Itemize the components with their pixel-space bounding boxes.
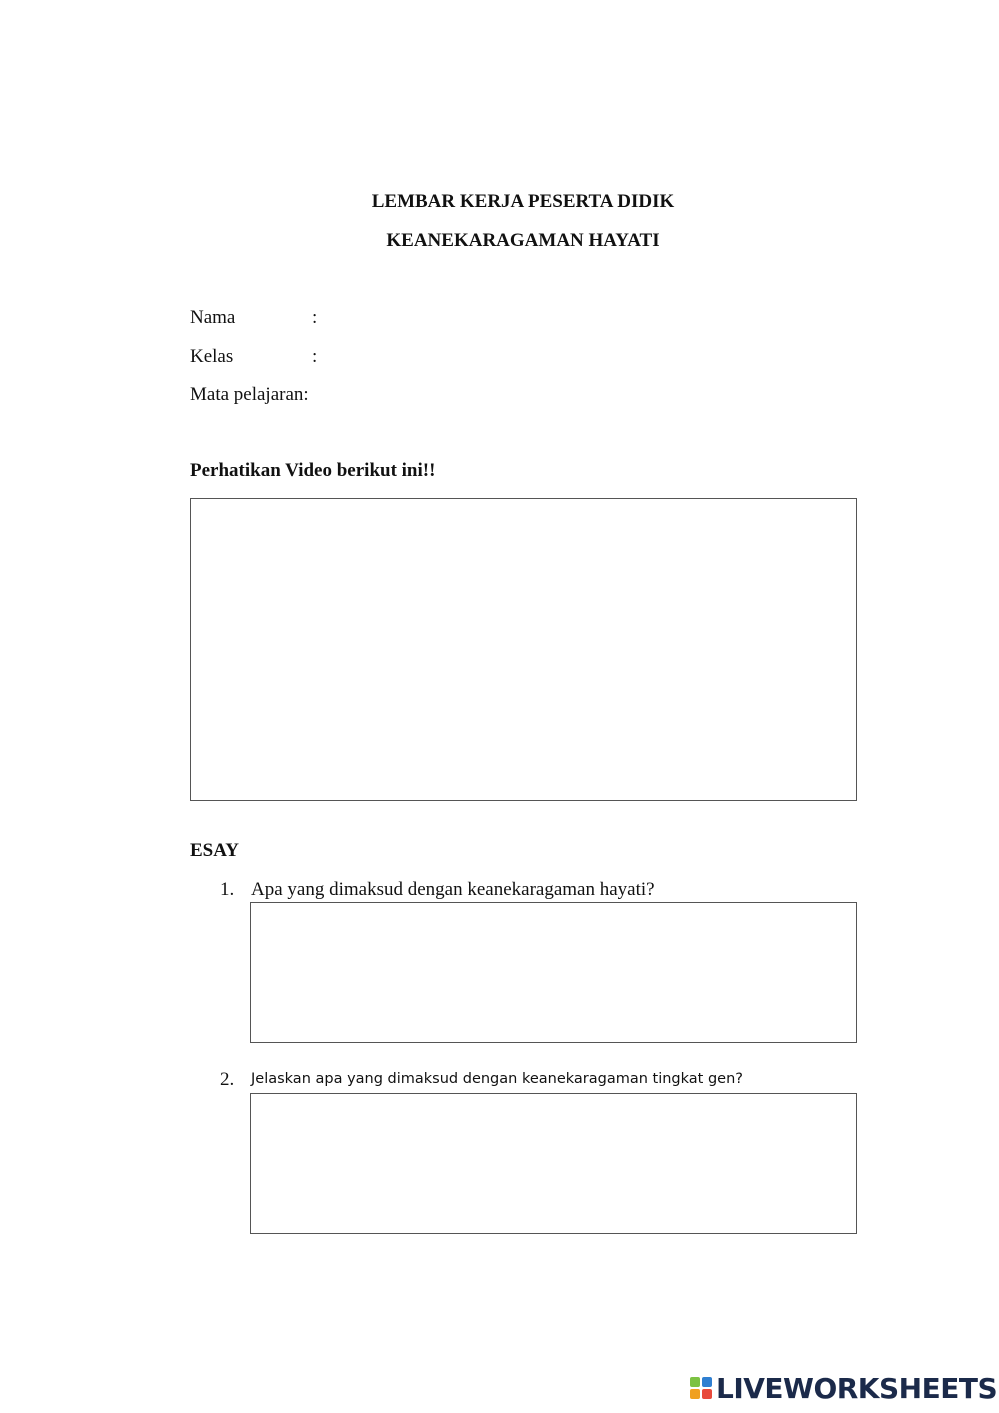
logo-square-green xyxy=(690,1377,700,1387)
field-kelas-label: Kelas xyxy=(190,346,234,367)
field-nama xyxy=(190,307,317,329)
video-player-frame[interactable] xyxy=(190,498,857,801)
field-mata-pelajaran xyxy=(190,384,309,406)
field-mata-pelajaran-label: Mata pelajaran: xyxy=(190,384,309,405)
logo-square-red xyxy=(702,1389,712,1399)
field-nama-label: Nama xyxy=(190,307,236,328)
question-1-number: 1. xyxy=(220,879,235,900)
essay-heading: ESAY xyxy=(190,840,239,861)
liveworksheets-brand xyxy=(690,1371,997,1405)
answer-1-textbox[interactable] xyxy=(250,902,857,1043)
question-1-text: Apa yang dimaksud dengan keanekaragaman hayati? xyxy=(251,879,655,900)
worksheet-title: LEMBAR KERJA PESERTA DIDIK xyxy=(371,191,675,212)
field-nama-separator: : xyxy=(312,307,318,328)
question-2-number: 2. xyxy=(220,1069,235,1090)
liveworksheets-logo-icon xyxy=(690,1377,712,1399)
field-kelas xyxy=(190,346,317,368)
answer-2-textbox[interactable] xyxy=(250,1093,857,1234)
brand-text: LIVEWORKSHEETS xyxy=(716,1371,998,1405)
field-kelas-separator: : xyxy=(312,346,318,367)
logo-square-orange xyxy=(690,1389,700,1399)
video-heading: Perhatikan Video berikut ini!! xyxy=(190,460,436,481)
question-2-text: Jelaskan apa yang dimaksud dengan keanekaragaman tingkat gen? xyxy=(251,1071,743,1087)
worksheet-subtitle: KEANEKARAGAMAN HAYATI xyxy=(386,230,660,251)
logo-square-blue xyxy=(702,1377,712,1387)
